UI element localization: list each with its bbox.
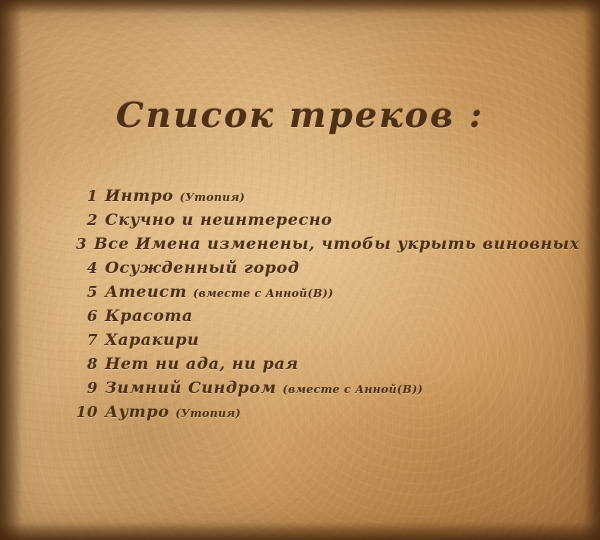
page-title: Список треков :	[115, 95, 485, 136]
track-number: 3	[76, 235, 88, 253]
track-title: Интро	[105, 186, 174, 205]
track-row	[76, 258, 576, 277]
track-row	[76, 210, 576, 229]
track-row	[76, 354, 576, 373]
track-number: 9	[86, 379, 98, 397]
track-title: Скучно и неинтересно	[105, 210, 333, 229]
track-number: 5	[86, 283, 98, 301]
track-title: Все Имена изменены, чтобы укрыть виновных	[94, 234, 580, 253]
track-note: (Утопия)	[179, 191, 246, 204]
track-note: (Утопия)	[175, 407, 241, 420]
track-number: 10	[76, 403, 99, 421]
track-number: 7	[86, 331, 98, 349]
track-title: Зимний Синдром	[105, 378, 277, 397]
track-number: 4	[86, 259, 98, 277]
track-row	[76, 186, 576, 205]
track-row	[76, 402, 576, 421]
track-title: Аутро	[105, 402, 170, 421]
track-row	[76, 330, 576, 349]
track-note: (вместе с Анной(В))	[193, 287, 334, 300]
track-list	[76, 186, 580, 426]
track-title: Харакири	[105, 330, 200, 349]
track-number: 2	[86, 211, 98, 229]
track-row	[76, 378, 576, 397]
track-note: (вместе с Анной(В))	[282, 383, 424, 396]
track-row	[76, 234, 580, 253]
track-number: 8	[86, 355, 98, 373]
track-number: 1	[86, 187, 98, 205]
track-title: Красота	[105, 306, 194, 325]
track-number: 6	[86, 307, 98, 325]
track-title: Осужденный город	[105, 258, 300, 277]
track-row	[76, 306, 576, 325]
track-row	[76, 282, 576, 301]
track-title: Атеист	[105, 282, 188, 301]
track-title: Нет ни ада, ни рая	[105, 354, 299, 373]
